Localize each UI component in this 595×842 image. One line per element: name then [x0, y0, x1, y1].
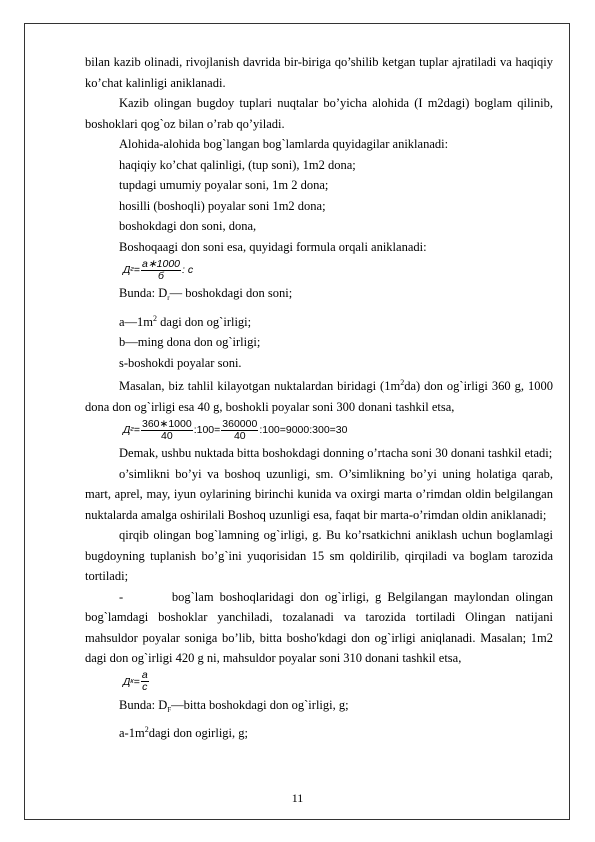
legend-line: s-boshokdi poyalar soni. [119, 355, 242, 370]
formula-lhs: Д [123, 424, 131, 437]
formula-intro: Boshoqaagi don soni esa, quyidagi formula orqali aniklanadi: [119, 239, 427, 254]
legend-line: $a—1m^2$ dagi don og`irligi; [119, 313, 252, 329]
formula-rest: : c [182, 263, 194, 276]
list-item: boshokdagi don soni, dona, [119, 219, 257, 233]
paragraph-conclusion: Demak, ushbu nuktada bitta boshokdagi donning o’rtacha soni 30 donani tashkil etadi; [119, 446, 553, 461]
paragraph-2: Kazib olingan bugdoy tuplari nuqtalar bo’yicha alohida (I m2dagi) boglam qilinib, boshoklari qog`oz bilan o’rab qo’yiladi. [85, 96, 553, 131]
fraction-numerator: 360∗1000 [142, 417, 192, 430]
formula-fraction [221, 419, 258, 442]
formula-lhs-sub: г [130, 265, 134, 273]
example-paragraph: Masalan, biz tahlil kilayotgan nuktalardan biridagi $(1m^2da)$ don og`irligi 360 g, 1000 dona don og`irligi esa 40 g, boshokli poyalar soni 300 donani tashkil etsa, [85, 378, 553, 414]
formula-fraction [141, 670, 149, 693]
formula-grain-count [123, 257, 553, 283]
formula-eq: = [133, 263, 140, 276]
formula-example [123, 417, 553, 443]
legend-line: b—ming dona don og`irligi; [119, 335, 261, 350]
paragraph-weight: qirqib olingan bog`lamning og`irligi, g. Bu ko’rsatkichni aniklash uchun boglamlagi bugdoyning tuplanish bo’g`ini yuqorisidan 15 sm qoldirilib, qirqiladi va boglam tarozida tortiladi; [85, 528, 553, 584]
fraction-denominator: б [158, 269, 164, 282]
paragraph-grain-weight: - bog`lam boshoqlaridagi don og`irligi, g Belgilangan maylondan olingan bog`lamdagi boshoklar yanchiladi, tozalanadi va tarozida tortiladi Olingan natijani mahsuldor poyalar soniga bo’lib, bitta bosho'kdagi don og`irligi aniqlanadi. Masalan; 1m2 dagi don og`irligi 420 g ni, mahsuldor poyalar soni 310 donani tashkil etsa, [85, 589, 557, 666]
formula-fraction [141, 259, 181, 282]
formula-fraction [141, 419, 193, 442]
formula-eq: = [133, 675, 140, 688]
fraction-denominator: 40 [233, 429, 246, 442]
formula-mid: :100= [193, 424, 221, 437]
fraction-numerator: a∗1000 [142, 257, 180, 270]
legend-line: $a-1m^2dagi$ don ogirligi, g; [119, 725, 248, 741]
list-item: haqiqiy ko’chat qalinligi, (tup soni), 1m2 dona; [119, 157, 356, 172]
list-intro: Alohida-alohida bog`langan bog`lamlarda quyidagilar aniklanadi: [119, 137, 449, 151]
formula-lhs: Д [123, 263, 131, 276]
legend-line: Bunda: $D_F—bitta$ boshokdagi don og`irligi, g; [119, 697, 349, 714]
formula-lhs-sub: к [130, 677, 134, 685]
formula-eq: = [133, 424, 140, 437]
paragraph-1: bilan kazib olinadi, rivojlanish davrida bir-biriga qo’shilib ketgan tuplar ajratiladi va haqiqiy ko’chat kalinligi aniklanadi. [85, 55, 553, 90]
paragraph-height: o’simlikni bo’yi va boshoq uzunligi, sm. O’simlikning bo’yi uning holatiga qarab, mart, aprel, may, iyun oylarining birinchi kunida va oxirgi marta o’rimdan oldin belgilangan nuktalarda amalga oshirilali Boshoq uzunligi esa, faqat bir marta-o’rimdan oldin aniklanadi; [85, 466, 553, 522]
list-item: tupdagi umumiy poyalar soni, 1m 2 dona; [119, 178, 329, 192]
formula-lhs: Д [123, 675, 131, 688]
fraction-numerator: a [141, 669, 148, 682]
list-item: hosilli (boshoqli) poyalar soni 1m2 dona; [119, 198, 326, 213]
formula-lhs-sub: г [130, 426, 134, 434]
document-body [85, 52, 557, 744]
formula-rest: :100=9000:300=30 [259, 424, 348, 437]
fraction-denominator: c [142, 681, 148, 694]
fraction-denominator: 40 [161, 429, 173, 442]
page-number: 11 [291, 791, 304, 805]
legend-line: Bunda: $D_r—$ boshokdagi don soni; [119, 286, 293, 302]
fraction-numerator: 360000 [222, 417, 258, 430]
formula-grain-weight [123, 669, 553, 695]
